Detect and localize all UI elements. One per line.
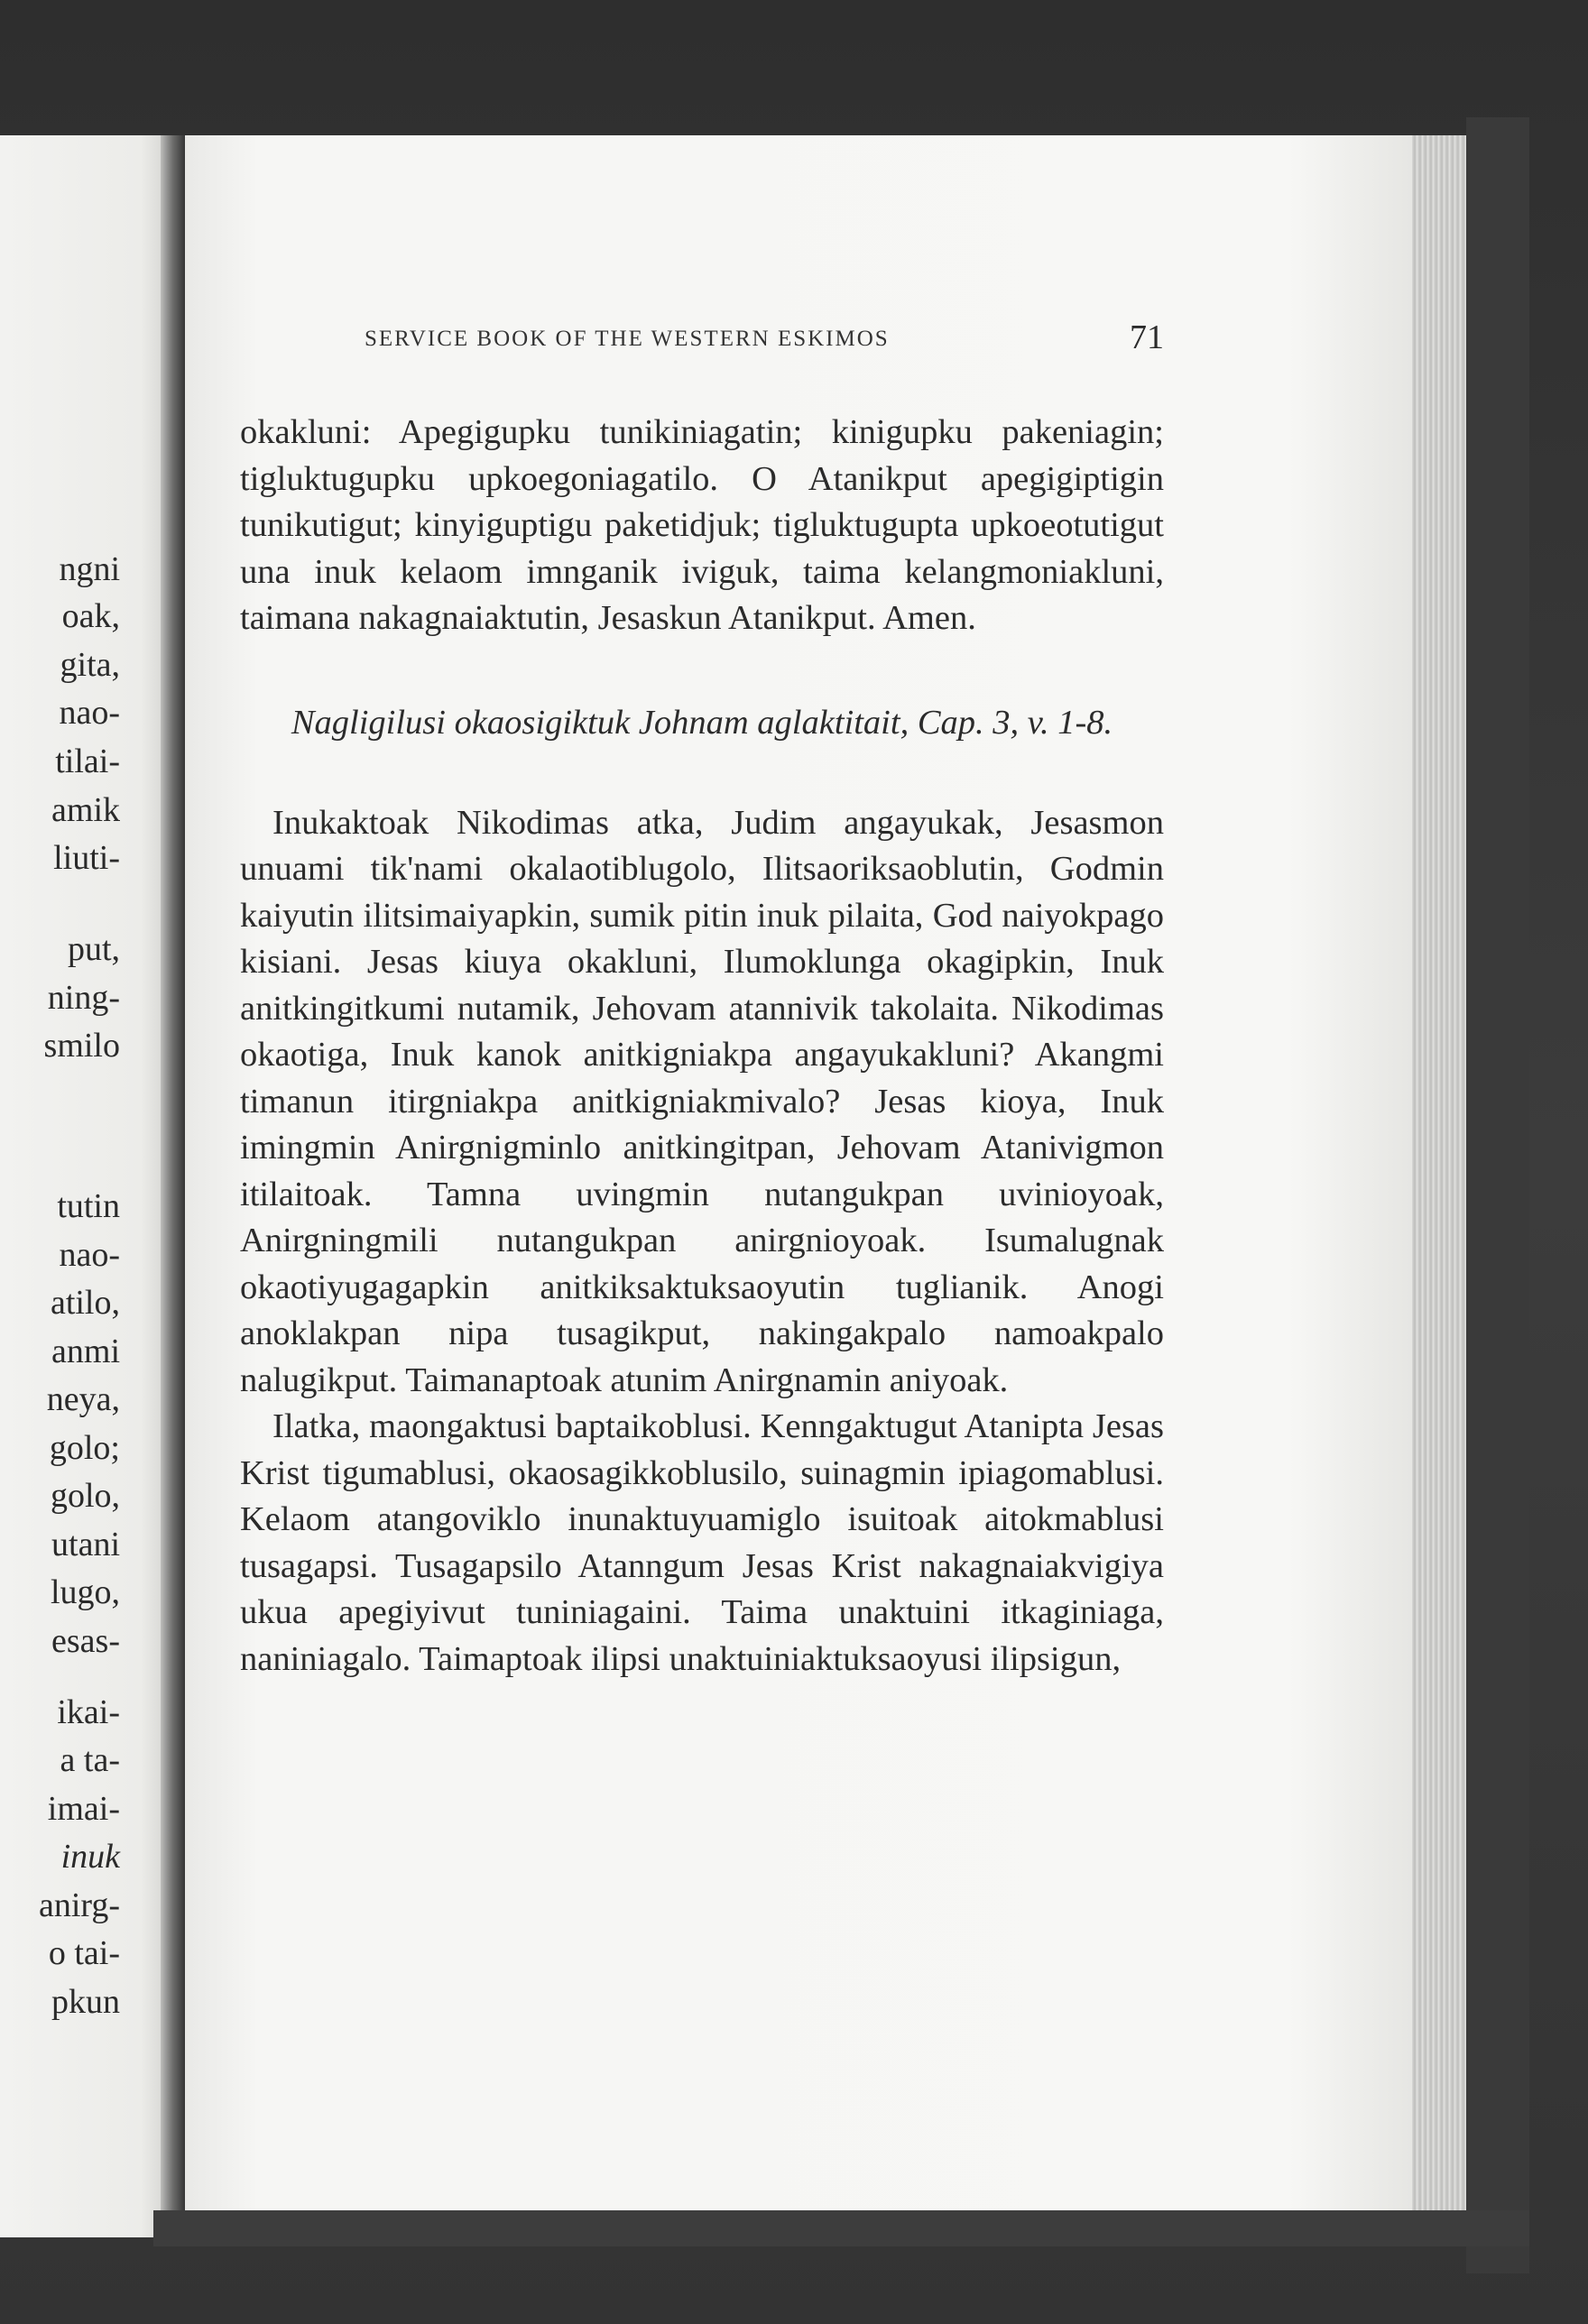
text-block bbox=[240, 410, 1164, 1683]
facing-page-line-fragment: inuk bbox=[60, 1838, 120, 1876]
facing-page-line-fragment: utani bbox=[51, 1526, 120, 1563]
facing-page-line-fragment: nao- bbox=[59, 1236, 120, 1274]
facing-page-line-fragment: tilai- bbox=[55, 742, 120, 780]
page-number: 71 bbox=[1130, 318, 1164, 356]
facing-page-line-fragment: nao- bbox=[59, 694, 120, 732]
page-edges bbox=[1412, 135, 1466, 2210]
facing-page-line-fragment: smilo bbox=[43, 1027, 120, 1065]
facing-page-line-fragment: o tai- bbox=[48, 1934, 120, 1972]
facing-page-line-fragment: lugo, bbox=[50, 1573, 120, 1611]
reading-paragraph: Ilatka, maongaktusi baptaikoblusi. Kenngaktugut Atanipta Jesas Krist tigumablusi, okaosagikkoblusilo, suinagmin ipiagomablusi. Kelaom atangoviklo inunaktuyuamiglo isuitoak aitokmablusi tusagapsi. Tusagapsilo Atanngum Jesas Krist nakagnaiakvigiya ukua apegiyivut tuniniagaini. Taima unaktuini itkaginiaga, naniniagalo. Taimaptoak ilipsi unaktuiniaktuksaoyusi ilipsigun, bbox=[240, 1407, 1164, 1678]
facing-page-line-fragment: esas- bbox=[51, 1622, 120, 1660]
facing-page-line-fragment: put, bbox=[67, 930, 120, 968]
facing-page-line-fragment: ngni bbox=[59, 550, 120, 588]
book-gutter bbox=[161, 135, 188, 2237]
book-cover-board bbox=[1466, 117, 1529, 2273]
facing-page-line-fragment: tutin bbox=[57, 1187, 120, 1225]
reading-heading: Nagligilusi okaosigiktuk Johnam aglaktitait, Cap. 3, v. 1-8. bbox=[291, 703, 1113, 742]
facing-page-line-fragment: neya, bbox=[46, 1380, 120, 1418]
facing-page bbox=[0, 135, 176, 2237]
facing-page-line-fragment: ikai- bbox=[57, 1693, 120, 1731]
prayer-paragraph: okakluni: Apegigupku tunikiniagatin; kinigupku pakeniagin; tigluktugupku upkoegoniagatilo. O Atanikput apegigiptigin tunikutigut; kinyiguptigu paketidjuk; tigluktugupta upkoeotutigut una inuk kelaom imnganik iviguk, taima kelangmoniakluni, taimana nakagnaiaktutin, Jesaskun Atanikput. Amen. bbox=[240, 413, 1164, 637]
facing-page-line-fragment: pkun bbox=[51, 1983, 120, 2021]
facing-page-line-fragment: liuti- bbox=[53, 839, 120, 877]
facing-page-line-fragment: golo, bbox=[50, 1477, 120, 1515]
facing-page-line-fragment: golo; bbox=[49, 1429, 120, 1467]
facing-page-line-fragment: gita, bbox=[60, 646, 120, 684]
facing-page-line-fragment: imai- bbox=[47, 1790, 120, 1828]
book-cover-bottom bbox=[153, 2210, 1529, 2246]
facing-page-line-fragment: anmi bbox=[51, 1333, 120, 1370]
facing-page-line-fragment: amik bbox=[51, 791, 120, 829]
facing-page-line-fragment: oak, bbox=[61, 597, 120, 635]
facing-page-line-fragment: anirg- bbox=[38, 1886, 120, 1924]
running-head-title: SERVICE BOOK OF THE WESTERN ESKIMOS bbox=[365, 327, 890, 351]
facing-page-line-fragment: ning- bbox=[47, 979, 120, 1017]
running-head bbox=[365, 318, 1164, 363]
reading-paragraph: Inukaktoak Nikodimas atka, Judim angayukak, Jesasmon unuami tik'nami okalaotiblugolo, Ilitsaoriksaoblutin, Godmin kaiyutin ilitsimaiyapkin, sumik pitin inuk pilaita, God naiyokpago kisiani. Jesas kiuya okakluni, Ilumoklunga okagipkin, Inuk anitkingitkumi nutamik, Jehovam atannivik takolaita. Nikodimas okaotiga, Inuk kanok anitkigniakpa angayukakluni? Akangmi timanun itirgniakpa anitkigniakmivalo? Jesas kioya, Inuk imingmin Anirgnigminlo anitkingitpan, Jehovam Atanivigmon itilaitoak. Tamna uvingmin nutangukpan uvinioyoak, Anirgningmili nutangukpan anirgnioyoak. Isumalugnak okaotiyugagapkin anitkiksaktuksaoyutin tuglianik. Anogi anoklakpan nipa tusagikput, nakingakpalo namoakpalo nalugikput. Taimanaptoak atunim Anirgnamin aniyoak. bbox=[240, 803, 1164, 1399]
facing-page-line-fragment: atilo, bbox=[50, 1284, 120, 1322]
facing-page-line-fragment: a ta- bbox=[60, 1741, 120, 1779]
